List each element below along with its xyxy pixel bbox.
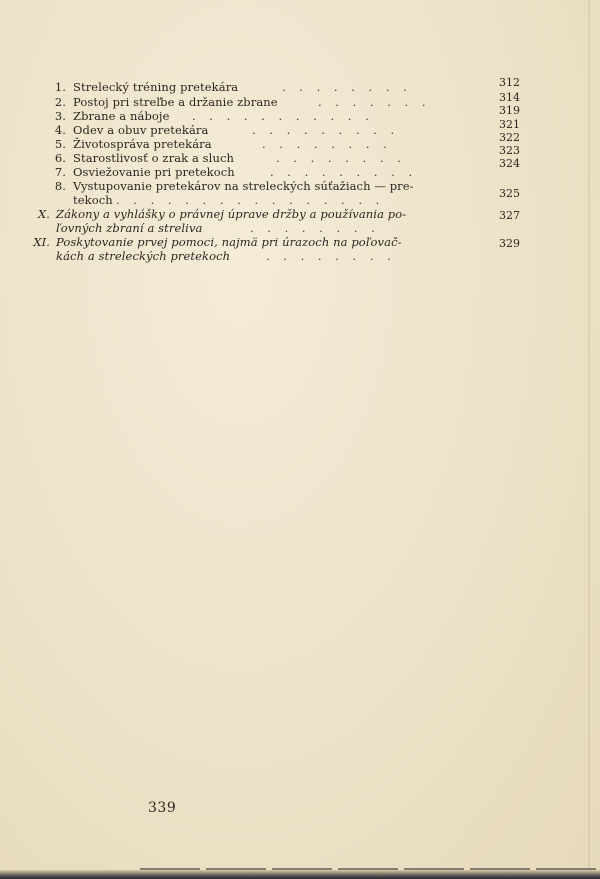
page-fold-shadow — [588, 0, 590, 879]
leader-dots: . . . . . . . . — [250, 221, 380, 235]
entry-page: 319 — [499, 104, 520, 117]
entry-title: Vystupovanie pretekárov na streleckých súťažiach — pre- — [73, 179, 414, 193]
entry-page: 329 — [499, 237, 520, 250]
entry-page: 327 — [499, 209, 520, 222]
entry-title: Osviežovanie pri pretekoch — [73, 165, 235, 179]
entry-title-continued: tekoch — [73, 193, 113, 207]
entry-number: 2. — [54, 95, 66, 109]
leader-dots: . . . . . . . . . . . — [192, 109, 374, 123]
entry-number: 7. — [54, 165, 66, 179]
entry-title: Postoj pri streľbe a držanie zbrane — [73, 95, 278, 109]
entry-number: X. — [37, 207, 50, 221]
entry-number: 8. — [54, 179, 66, 193]
page-bottom-edge — [0, 870, 600, 879]
leader-dots: . . . . . . . . — [276, 151, 406, 165]
entry-title: Životospráva pretekára — [73, 137, 212, 151]
entry-page: 312 — [499, 76, 520, 89]
entry-number: 6. — [54, 151, 66, 165]
entry-title: Poskytovanie prvej pomoci, najmä pri úrazoch na poľovač- — [56, 235, 402, 249]
entry-title: Strelecký tréning pretekára — [73, 80, 239, 94]
leader-dots: . . . . . . . . — [282, 80, 412, 94]
entry-title: Zákony a vyhlášky o právnej úprave držby a používania po- — [56, 207, 407, 221]
entry-title: Zbrane a náboje — [73, 109, 170, 123]
entry-page: 321 — [499, 118, 520, 131]
page-number: 339 — [148, 800, 177, 816]
leader-dots: . . . . . . . . . — [252, 123, 400, 137]
leader-dots: . . . . . . . . — [266, 249, 396, 263]
entry-page: 314 — [499, 91, 520, 104]
entry-number: XI. — [33, 235, 50, 249]
leader-dots: . . . . . . . . — [262, 137, 392, 151]
entry-page: 325 — [499, 187, 520, 200]
entry-number: 4. — [54, 123, 66, 137]
entry-title: Starostlivosť o zrak a sluch — [73, 151, 235, 165]
entry-page: 324 — [499, 157, 520, 170]
entry-page: 322 — [499, 131, 520, 144]
entry-number: 1. — [54, 80, 66, 94]
leader-dots: . . . . . . . — [318, 95, 431, 109]
entry-number: 5. — [54, 137, 66, 151]
entry-title: Odev a obuv pretekára — [73, 123, 209, 137]
leader-dots: . . . . . . . . . — [270, 165, 418, 179]
entry-page: 323 — [499, 144, 520, 157]
entry-title-continued: ľovných zbraní a streliva — [56, 221, 203, 235]
entry-number: 3. — [54, 109, 66, 123]
entry-title-continued: kách a streleckých pretekoch — [56, 249, 231, 263]
leader-dots: . . . . . . . . . . . . . . . . — [116, 193, 385, 207]
